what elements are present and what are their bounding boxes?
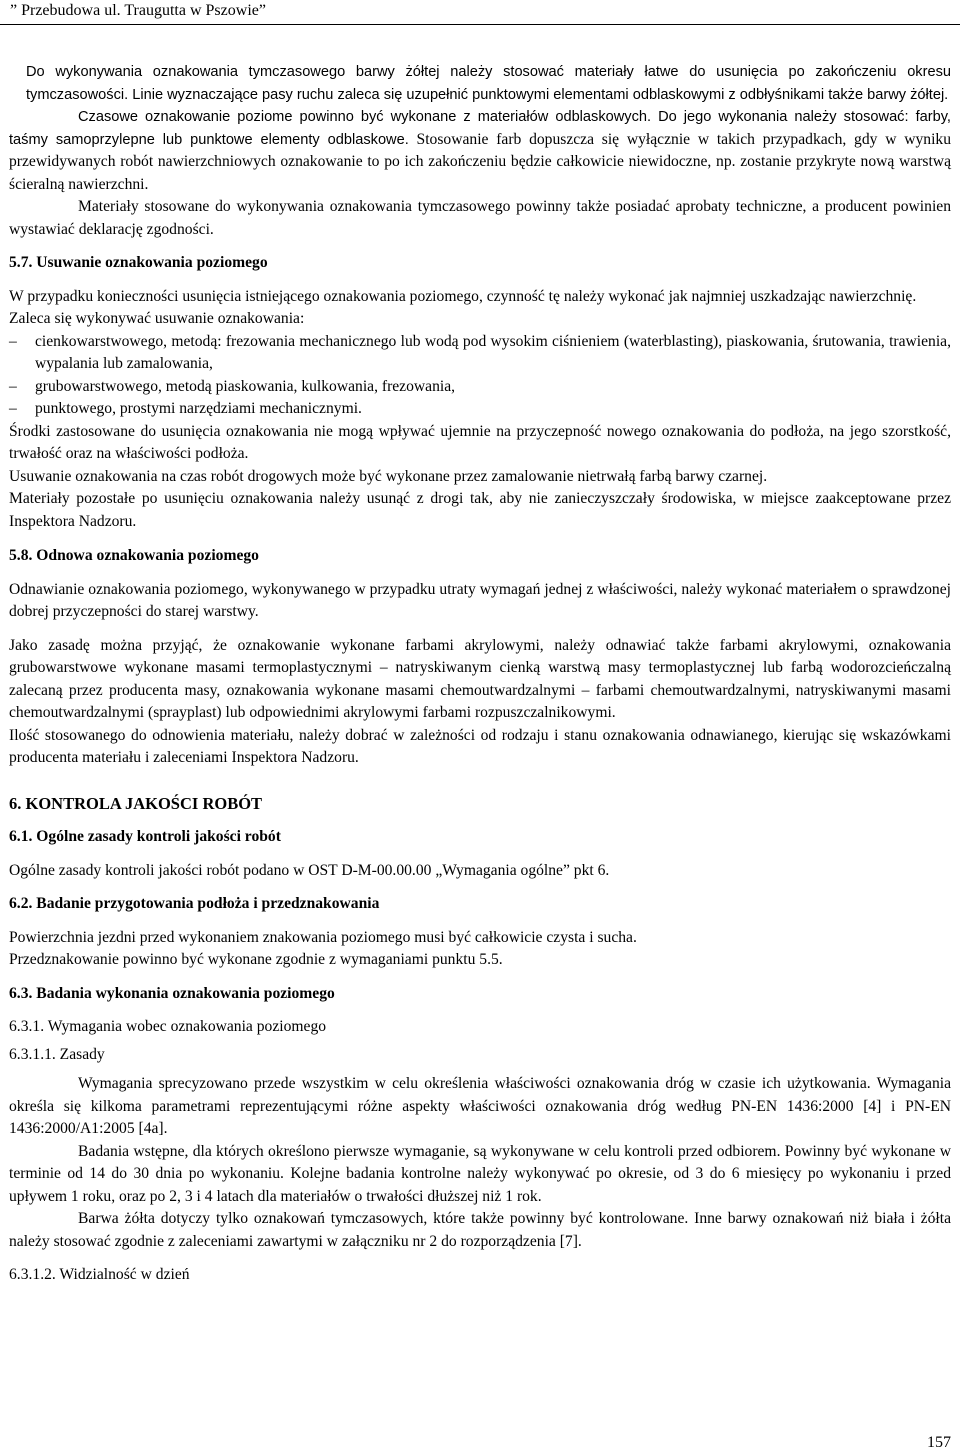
section-5-7-heading: 5.7. Usuwanie oznakowania poziomego (9, 254, 268, 271)
intro-paragraph-1: Do wykonywania oznakowania tymczasowego barwy żółtej należy stosować materiały łatwe do usunięcia po zakończeniu okresu tymczasowości. Linie wyznaczające pasy ruchu zaleca się uzupełnić punktowymi elementami odblaskowymi z odbłyśnikami także barwy żółtej. (26, 64, 951, 103)
section-6-3-1-1-paragraph-3: Barwa żółta dotyczy tylko oznakowań tymczasowych, które także powinny być kontrolowane. Inne barwy oznakowań niż biała i żółta należy stosować zgodnie z zaleceniami zawartymi w załączniku nr 2 do rozporządzenia [7]. (9, 1210, 951, 1250)
section-6-3-heading: 6.3. Badania wykonania oznakowania poziomego (9, 984, 335, 1002)
page-header (0, 0, 960, 29)
intro-paragraph-2a: Czasowe oznakowanie poziome powinno być wykonane z materiałów odblaskowych. Do jego wykonania należy stosować: farby, taśmy samoprzylepne lub punktowe elementy odblaskowe. (9, 109, 951, 148)
intro-paragraph-2b: Stosowanie farb dopuszcza się wyłącznie w takich przypadkach, gdy w wyniku przewidywanych robót nawierzchniowych oznakowanie to po ich zakończeniu będzie całkowicie niewidoczne, np. zostanie przykryte nową warstwą ścieralną nawierzchni. (9, 130, 951, 193)
header-rule (0, 24, 960, 25)
section-5-8-paragraph-1: Odnawianie oznakowania poziomego, wykonywanego w przypadku utraty wymagań jednej z właściwości, należy wykonać materiałem o sprawdzonej dobrej przyczepności do starej warstwy. (9, 580, 951, 620)
section-6-3-1-2-heading: 6.3.1.2. Widzialność w dzień (9, 1266, 190, 1283)
section-5-7-paragraph-1: W przypadku konieczności usunięcia istniejącego oznakowania poziomego, czynność tę należy wykonać jak najmniej uszkadzając nawierzchnię. (9, 287, 917, 305)
document-body (9, 61, 951, 1287)
section-5-7-paragraph-3: Środki zastosowane do usunięcia oznakowania nie mogą wpływać ujemnie na przyczepność nowego oznakowania do podłoża, na jego szorstkość, trwałość oraz na właściwości podłoża. (9, 422, 951, 462)
section-6-1-heading: 6.1. Ogólne zasady kontroli jakości robót (9, 828, 281, 845)
intro-paragraph-3: Materiały stosowane do wykonywania oznakowania tymczasowego powinny także posiadać aprobaty techniczne, a producent powinien wystawiać deklarację zgodności. (9, 198, 951, 238)
section-6-3-1-1-paragraph-1: Wymagania sprecyzowano przede wszystkim w celu określenia właściwości oznakowania dróg w czasie ich użytkowania. Wymagania określa się kilkoma parametrami reprezentującymi różne aspekty właściwości oznakowania dróg według PN-EN 1436:2000 [4] i PN-EN 1436:2000/A1:2005 [4a]. (9, 1075, 951, 1137)
removal-method-item (9, 376, 951, 399)
dash-bullet: – (9, 400, 17, 417)
section-6-3-1-1-heading: 6.3.1.1. Zasady (9, 1045, 105, 1063)
intro-paragraph-2 (9, 106, 951, 196)
section-6-2-heading: 6.2. Badanie przygotowania podłoża i przedznakowania (9, 895, 380, 912)
removal-method-item (9, 398, 951, 421)
removal-method-item (9, 331, 951, 376)
section-6-3-1-heading: 6.3.1. Wymagania wobec oznakowania poziomego (9, 1018, 327, 1035)
section-5-8-paragraph-3: Ilość stosowanego do odnowienia materiału, należy dobrać w zależności od rodzaju i stanu oznakowania odnawianego, kierując się wskazówkami producenta materiału i zaleceniami Inspektora Nadzoru. (9, 726, 951, 766)
dash-bullet: – (9, 332, 17, 350)
removal-method-text: grubowarstwowego, metodą piaskowania, kulkowania, frezowania, (35, 377, 456, 395)
section-5-7-paragraph-4: Usuwanie oznakowania na czas robót drogowych może być wykonane przez zamalowanie nietrwałą farbą barwy czarnej. (9, 467, 768, 485)
section-6-heading: 6. KONTROLA JAKOŚCI ROBÓT (9, 793, 263, 813)
section-6-2-paragraph-2: Przedznakowanie powinno być wykonane zgodnie z wymaganiami punktu 5.5. (9, 951, 503, 968)
page-number: 157 (927, 1434, 951, 1451)
section-5-7-paragraph-5: Materiały pozostałe po usunięciu oznakowania należy usunąć z drogi tak, aby nie zanieczyszczały środowiska, w miejsce zaakceptowane przez Inspektora Nadzoru. (9, 490, 951, 530)
section-5-8-heading: 5.8. Odnowa oznakowania poziomego (9, 547, 259, 564)
section-5-8-paragraph-2: Jako zasadę można przyjąć, że oznakowanie wykonane farbami akrylowymi, należy odnawiać także farbami akrylowymi, oznakowania grubowarstwowe wykonane masami termoplastycznymi – natryskiwanym cienką warstwą masy termoplastycznej lub farbą wodorozcieńczalną zalecaną przez producenta masy, oznakowania wykonane masami chemoutwardzalnymi – farbami chemoutwardzalnymi, natryskiwanymi masami chemoutwardzalnymi (sprayplast) lub odpowiednimi akrylowymi farbami rozpuszczalnikowymi. (9, 636, 951, 721)
removal-method-text: punktowego, prostymi narzędziami mechanicznymi. (35, 400, 362, 417)
dash-bullet: – (9, 377, 17, 395)
removal-method-text: cienkowarstwowego, metodą: frezowania mechanicznego lub wodą pod wysokim ciśnieniem (waterblasting), piaskowania, śrutowania, trawienia, wypalania lub zamalowania, (35, 332, 951, 372)
header-title: ” Przebudowa ul. Traugutta w Pszowie” (10, 2, 266, 19)
section-6-1-paragraph: Ogólne zasady kontroli jakości robót podano w OST D-M-00.00.00 „Wymagania ogólne” pkt 6. (9, 861, 610, 879)
section-6-3-1-1-paragraph-2: Badania wstępne, dla których określono pierwsze wymaganie, są wykonywane w celu kontroli przed odbiorem. Powinny być wykonane w terminie od 14 do 30 dnia po wykonaniu. Kolejne badania kontrolne należy wykonywać po okresie, od 3 do 6 miesięcy po wykonaniu i przed upływem 1 roku, oraz po 2, 3 i 4 latach dla materiałów o trwałości dłuższej niż 1 rok. (9, 1142, 951, 1205)
section-6-2-paragraph-1: Powierzchnia jezdni przed wykonaniem znakowania poziomego musi być całkowicie czysta i sucha. (9, 928, 637, 946)
section-5-7-paragraph-2: Zaleca się wykonywać usuwanie oznakowania: (9, 310, 305, 327)
